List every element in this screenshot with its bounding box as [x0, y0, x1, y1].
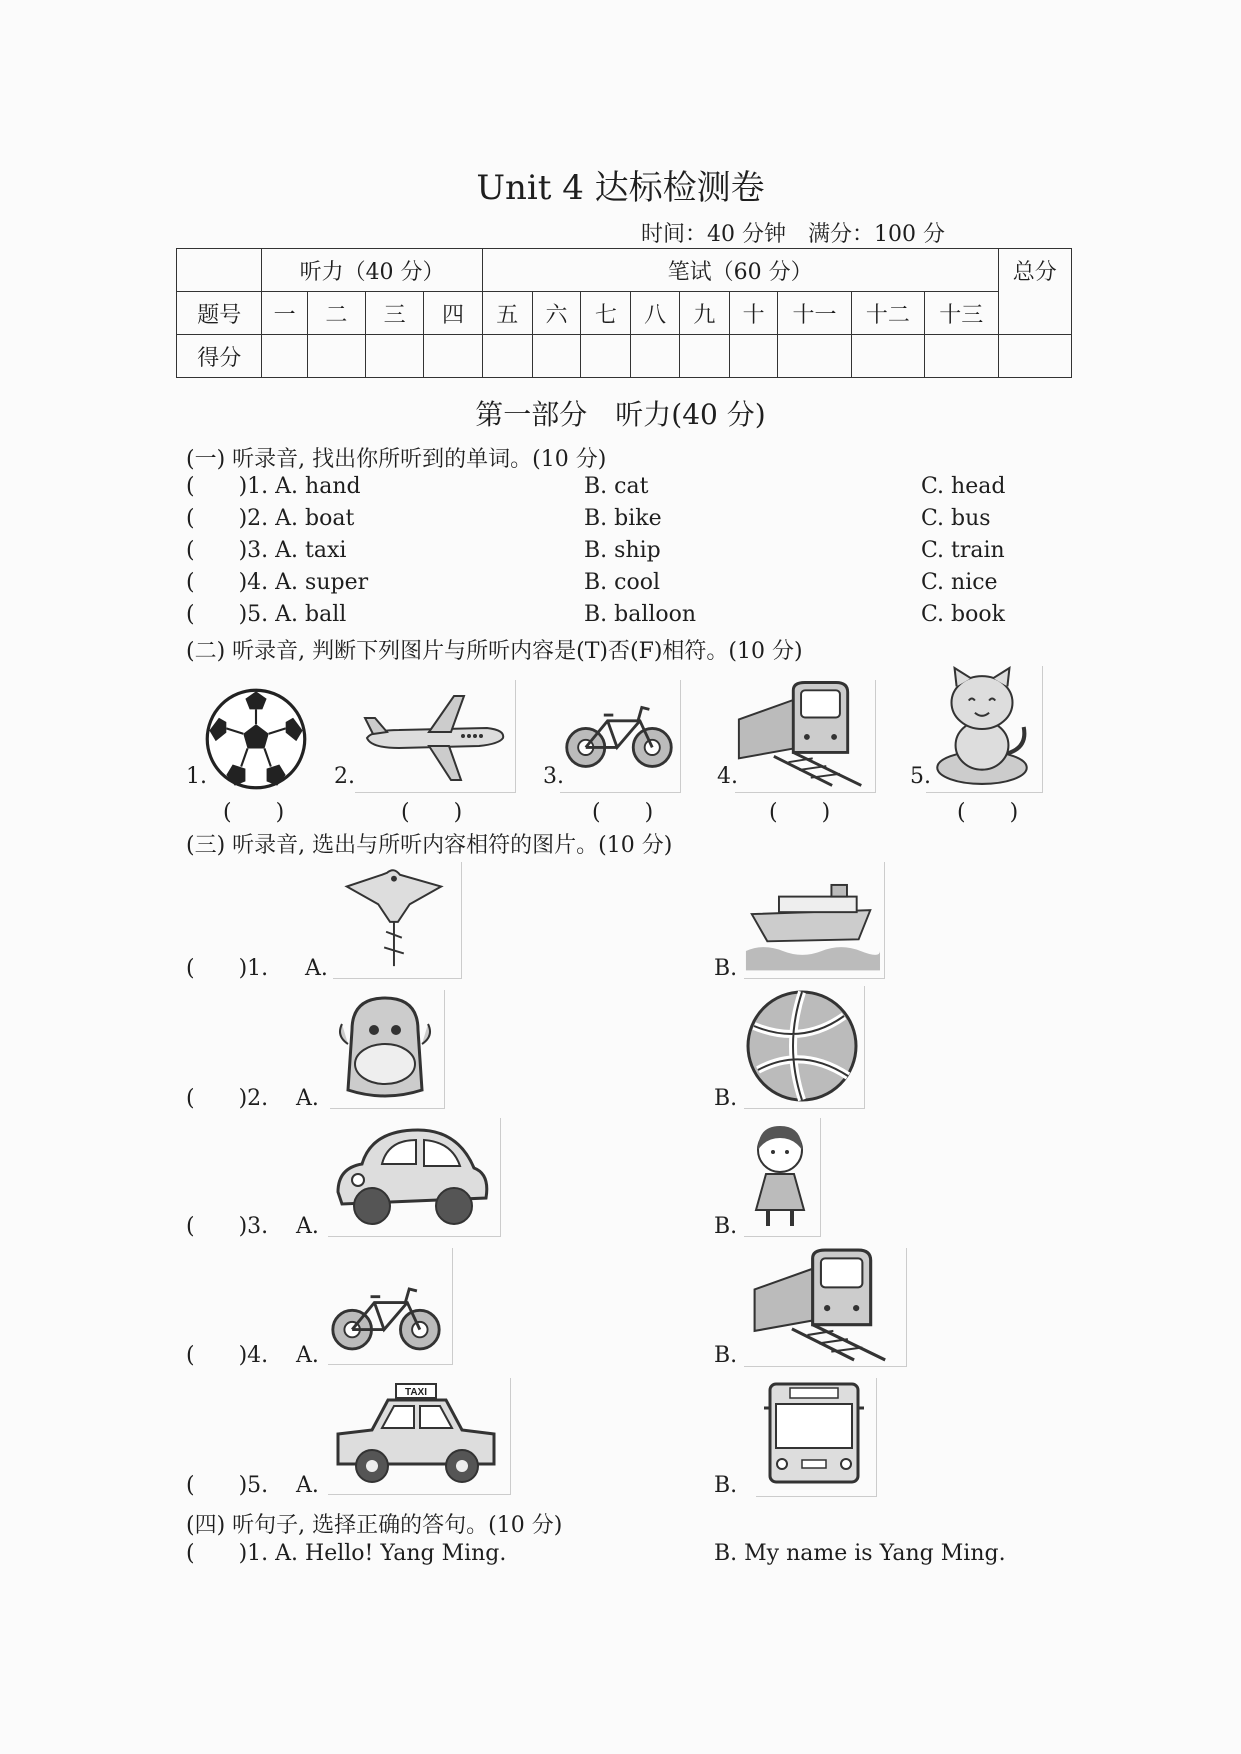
number-row — [177, 292, 1072, 335]
car-icon — [328, 1118, 494, 1230]
s3-q3-number: )3. — [238, 1214, 269, 1239]
ball-icon — [744, 986, 860, 1104]
s4-q1-option-b: B. My name is Yang Ming. — [714, 1541, 1006, 1566]
score-row-label: 得分 — [177, 335, 262, 378]
answer-paren[interactable]: ( — [186, 474, 195, 499]
s3-q3-b-frame[interactable] — [744, 1118, 821, 1237]
s2-pic1-label: 1. — [186, 764, 207, 789]
s3-q3-a-frame[interactable] — [328, 1118, 501, 1237]
s1-q3-option-b: B. ship — [584, 538, 661, 563]
s3-q5 — [186, 1473, 268, 1498]
answer-paren[interactable]: ( — [186, 956, 195, 981]
s3-q2-option-b: B. — [714, 1086, 738, 1111]
s3-q2-option-a: A. — [296, 1086, 319, 1111]
s2-pic5-frame — [926, 666, 1043, 793]
s3-q1 — [186, 956, 268, 981]
bus-icon — [756, 1378, 872, 1492]
s3-q5-option-b: B. — [714, 1473, 738, 1498]
answer-paren[interactable]: ( — [186, 570, 195, 595]
number-cell: 六 — [532, 292, 580, 335]
number-row-label: 题号 — [177, 292, 262, 335]
number-cell: 四 — [424, 292, 482, 335]
section1-title: (一) 听录音, 找出你所听到的单词。(10 分) — [186, 447, 607, 472]
s2-pic4-label: 4. — [717, 764, 738, 789]
s3-q4-number: )4. — [238, 1343, 269, 1368]
s3-q4-b-frame[interactable] — [744, 1248, 907, 1367]
number-cell: 七 — [581, 292, 631, 335]
kite-icon — [333, 862, 451, 972]
ship-icon — [744, 862, 880, 972]
answer-paren[interactable]: ( — [186, 538, 195, 563]
answer-paren[interactable]: ( — [186, 1086, 195, 1111]
s1-q2 — [186, 506, 354, 531]
score-cell[interactable] — [366, 335, 424, 378]
score-cell[interactable] — [532, 335, 580, 378]
s3-q1-number: )1. — [238, 956, 269, 981]
s2-pic5-answer[interactable]: ( ) — [957, 800, 1019, 825]
s1-q2-option-c: C. bus — [921, 506, 991, 531]
taxi-sign-text: TAXI — [404, 1387, 428, 1398]
bike-icon — [328, 1278, 444, 1358]
s2-pic3-label: 3. — [543, 764, 564, 789]
bike-icon — [562, 696, 676, 776]
football-icon — [203, 686, 309, 792]
total-header: 总分 — [998, 249, 1072, 335]
answer-paren[interactable]: ( — [186, 506, 195, 531]
score-table-corner — [177, 249, 262, 292]
s2-pic1-answer[interactable]: ( ) — [223, 800, 285, 825]
score-cell[interactable] — [631, 335, 679, 378]
s2-pic5-label: 5. — [910, 764, 931, 789]
s3-q1-b-frame[interactable] — [744, 862, 885, 979]
s3-q5-number: )5. — [238, 1473, 269, 1498]
number-cell: 一 — [262, 292, 307, 335]
number-cell: 十二 — [851, 292, 924, 335]
score-cell[interactable] — [482, 335, 532, 378]
s3-q1-option-b: B. — [714, 956, 738, 981]
answer-paren[interactable]: ( — [186, 1541, 195, 1566]
score-cell[interactable] — [424, 335, 482, 378]
s1-q4-option-b: B. cool — [584, 570, 661, 595]
s3-q3-option-b: B. — [714, 1214, 738, 1239]
listening-header: 听力（40 分） — [262, 249, 482, 292]
s2-pic3-frame — [560, 680, 681, 793]
s3-q4-a-frame[interactable] — [328, 1248, 453, 1365]
s1-q3 — [186, 538, 346, 563]
s3-q1-a-frame[interactable] — [333, 862, 462, 979]
s3-q2-b-frame[interactable] — [744, 986, 865, 1109]
s1-q5-option-b: B. balloon — [584, 602, 697, 627]
s1-q1-option-b: B. cat — [584, 474, 649, 499]
s3-q2-a-frame[interactable] — [330, 990, 445, 1109]
answer-paren[interactable]: ( — [186, 1343, 195, 1368]
section3-title: (三) 听录音, 选出与所听内容相符的图片。(10 分) — [186, 833, 673, 858]
number-cell: 三 — [366, 292, 424, 335]
answer-paren[interactable]: ( — [186, 602, 195, 627]
train-icon — [744, 1248, 902, 1362]
s2-pic2-label: 2. — [334, 764, 355, 789]
score-cell[interactable] — [925, 335, 998, 378]
cat-icon — [926, 666, 1038, 788]
s1-q5-option-c: C. book — [921, 602, 1005, 627]
s1-q4 — [186, 570, 368, 595]
taxi-icon — [328, 1378, 504, 1488]
train-icon — [735, 680, 871, 788]
answer-paren[interactable]: ( — [186, 1473, 195, 1498]
number-cell: 十一 — [778, 292, 851, 335]
schoolbag-icon — [330, 990, 440, 1104]
section4-title: (四) 听句子, 选择正确的答句。(10 分) — [186, 1513, 563, 1538]
s1-q5 — [186, 602, 346, 627]
s1-q1-option-c: C. head — [921, 474, 1006, 499]
page-title: Unit 4 达标检测卷 — [476, 168, 765, 208]
s3-q3-option-a: A. — [296, 1214, 319, 1239]
s1-q1 — [186, 474, 361, 499]
s4-q1 — [186, 1541, 506, 1566]
number-cell: 二 — [307, 292, 365, 335]
s3-q2 — [186, 1086, 268, 1111]
s3-q3 — [186, 1214, 268, 1239]
score-cell-total[interactable] — [998, 335, 1072, 378]
s3-q4-option-b: B. — [714, 1343, 738, 1368]
score-table — [176, 248, 1072, 378]
s2-pic2-frame — [355, 680, 516, 793]
s1-q4-option-a: )4. A. super — [238, 570, 369, 595]
s1-q3-option-c: C. train — [921, 538, 1005, 563]
doll-icon — [744, 1118, 818, 1232]
part1-title: 第一部分 听力(40 分) — [475, 398, 766, 431]
plane-icon — [359, 686, 509, 786]
score-cell[interactable] — [262, 335, 307, 378]
written-header: 笔试（60 分） — [482, 249, 998, 292]
exam-meta: 时间：40 分钟 满分：100 分 — [641, 222, 945, 247]
number-cell: 十三 — [925, 292, 998, 335]
number-cell: 八 — [631, 292, 679, 335]
s1-q2-option-a: )2. A. boat — [238, 506, 355, 531]
number-cell: 十 — [729, 292, 777, 335]
section2-title: (二) 听录音, 判断下列图片与所听内容是(T)否(F)相符。(10 分) — [186, 639, 803, 664]
s2-pic3-answer[interactable]: ( ) — [592, 800, 654, 825]
number-cell: 九 — [679, 292, 729, 335]
s3-q4-option-a: A. — [296, 1343, 319, 1368]
s1-q3-option-a: )3. A. taxi — [238, 538, 347, 563]
score-cell[interactable] — [581, 335, 631, 378]
s2-pic4-answer[interactable]: ( ) — [769, 800, 831, 825]
score-row — [177, 335, 1072, 378]
s3-q2-number: )2. — [238, 1086, 269, 1111]
s3-q5-a-frame[interactable] — [328, 1378, 511, 1495]
s3-q5-b-frame[interactable] — [756, 1378, 877, 1497]
score-cell[interactable] — [679, 335, 729, 378]
score-cell[interactable] — [307, 335, 365, 378]
s1-q2-option-b: B. bike — [584, 506, 662, 531]
score-cell[interactable] — [729, 335, 777, 378]
s1-q5-option-a: )5. A. ball — [238, 602, 347, 627]
s1-q1-option-a: )1. A. hand — [238, 474, 361, 499]
score-cell[interactable] — [778, 335, 851, 378]
s4-q1-option-a: )1. A. Hello! Yang Ming. — [238, 1541, 507, 1566]
s2-pic2-answer[interactable]: ( ) — [401, 800, 463, 825]
score-cell[interactable] — [851, 335, 924, 378]
s3-q5-option-a: A. — [296, 1473, 319, 1498]
number-cell: 五 — [482, 292, 532, 335]
s2-pic4-frame — [735, 680, 876, 793]
answer-paren[interactable]: ( — [186, 1214, 195, 1239]
s1-q4-option-c: C. nice — [921, 570, 998, 595]
s3-q1-option-a: A. — [305, 956, 328, 981]
s3-q4 — [186, 1343, 268, 1368]
